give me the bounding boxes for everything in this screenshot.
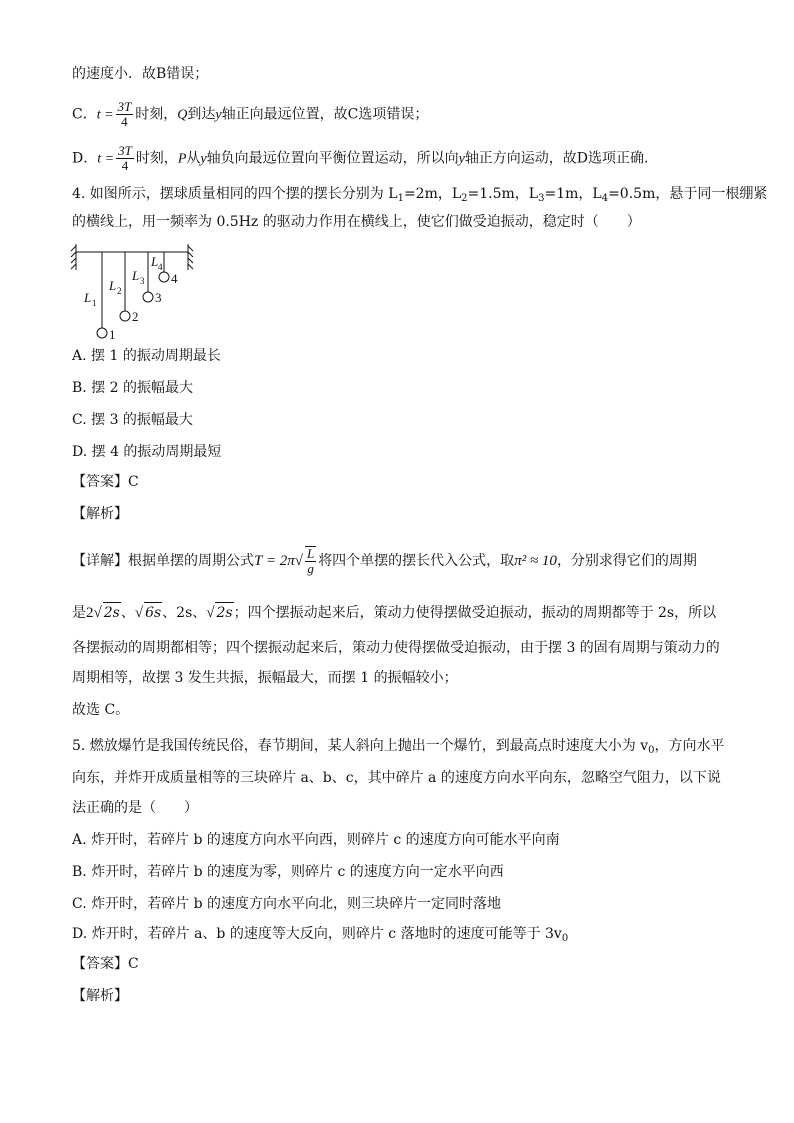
svg-text:L: L — [109, 278, 117, 293]
detail-line-5: 故选 C。 — [72, 702, 130, 718]
q5-option-b: B. 炸开时，若碎片 b 的速度为零，则碎片 c 的速度方向一定水平向西 — [72, 864, 504, 880]
svg-text:1: 1 — [109, 327, 116, 342]
option-b: B. 摆 2 的振幅最大 — [72, 380, 193, 396]
q5-option-d: D. 炸开时，若碎片 a、b 的速度等大反向，则碎片 c 落地时的速度可能等于 $3v_0$ — [72, 926, 569, 944]
svg-text:2: 2 — [117, 286, 122, 296]
analysis-4: 【解析】 — [72, 506, 128, 522]
svg-text:L: L — [151, 254, 159, 269]
svg-text:L: L — [132, 268, 140, 283]
pendulum-figure — [68, 240, 198, 345]
option-d: D. 摆 4 的振动周期最短 — [72, 444, 222, 460]
detail-line-4: 周期相等，故摆 3 发生共振，振幅最大，而摆 1 的振幅较小； — [72, 670, 458, 686]
analysis-5: 【解析】 — [72, 988, 128, 1004]
q5-option-c: C. 炸开时，若碎片 b 的速度方向水平向北，则三块碎片一定同时落地 — [72, 896, 501, 912]
svg-text:3: 3 — [140, 276, 145, 286]
text-line: 的速度小．故B错误； — [72, 66, 209, 82]
question-4-stem-2: 的横线上，用一频率为 0.5Hz 的驱动力作用在横线上，使它们做受迫振动，稳定时（ ） — [72, 214, 641, 230]
svg-text:4: 4 — [171, 271, 178, 286]
answer-5: 【答案】C — [72, 956, 139, 972]
svg-text:L: L — [84, 290, 92, 305]
option-a: A. 摆 1 的振动周期最长 — [72, 348, 221, 364]
fraction: $\frac{3T}{4}$ — [117, 99, 132, 129]
option-c: C. 摆 3 的振幅最大 — [72, 412, 193, 428]
svg-text:4: 4 — [158, 262, 163, 272]
question-5-stem-1: 5. 燃放爆竹是我国传统民俗，春节期间，某人斜向上抛出一个爆竹，到最高点时速度大小为 $v_0$，方向水平 — [72, 738, 725, 756]
option-c-line: C．t = $\frac{3T}{4}$ 时刻，Q到达y轴正向最远位置，故C选项错误； — [72, 99, 429, 129]
answer-4: 【答案】C — [72, 474, 139, 490]
svg-text:3: 3 — [155, 290, 162, 305]
question-5-stem-2: 向东，并炸开成质量相等的三块碎片 a、b、c，其中碎片 a 的速度方向水平向东，忽略空气阻力，以下说 — [72, 770, 721, 786]
q5-option-a: A. 炸开时，若碎片 b 的速度方向水平向西，则碎片 c 的速度方向可能水平向南 — [72, 832, 560, 848]
question-5-stem-3: 法正确的是（ ） — [72, 800, 198, 816]
option-d-line: D．t = $\frac{3T}{4}$ 时刻，P从y轴负向最远位置向平衡位置运动，所以向y轴正方向运动，故D选项正确． — [72, 143, 659, 173]
fraction: $\frac{3T}{4}$ — [118, 143, 132, 173]
fraction: $\frac{L}{g}$ — [306, 546, 315, 576]
question-4-stem: 4. 如图所示，摆球质量相同的四个摆的摆长分别为 $L_1=2m$，$L_2=1.5m$，$L_3=1m$，$L_4=0.5m$，悬于同一根绷紧 — [72, 186, 768, 204]
svg-text:2: 2 — [132, 309, 139, 324]
detail-line-3: 各摆振动的周期都相等；四个摆振动起来后，策动力使得摆做受迫振动，由于摆 3 的固有周期与策动力的 — [72, 640, 720, 656]
svg-text:1: 1 — [92, 298, 97, 308]
detail-line-1: 【详解】根据单摆的周期公式T = 2π√ $\frac{L}{g}$ 将四个单摆的摆长代入公式，取π² ≈ 10，分别求得它们的周期 — [72, 546, 697, 576]
detail-line-2: 是2√ 2s、√ 6s、2s、√ 2s；四个摆振动起来后，策动力使得摆做受迫振动，振动的周期都等于 2s，所以 — [72, 602, 716, 623]
